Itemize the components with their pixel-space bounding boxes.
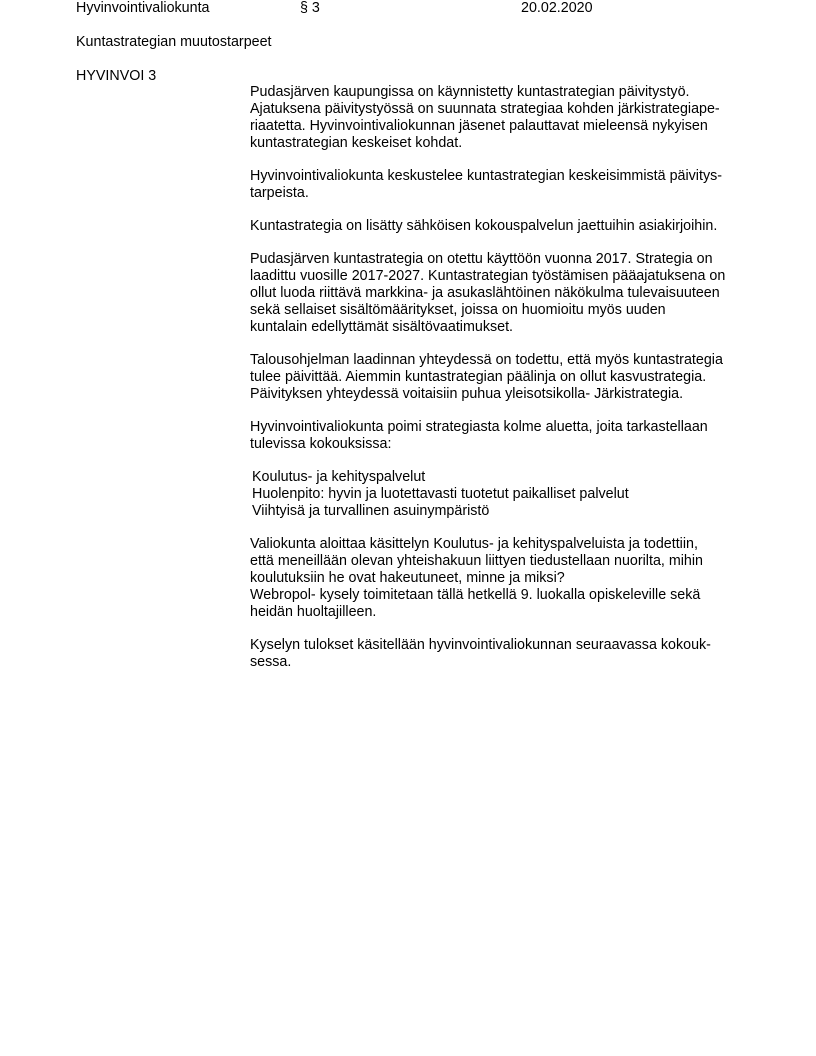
section-number: § 3: [300, 0, 320, 16]
item-body: [250, 84, 750, 687]
meeting-date: 20.02.2020: [521, 0, 593, 16]
committee-name: Hyvinvointivaliokunta: [76, 0, 210, 16]
paragraph: Kuntastrategia on lisätty sähköisen kokouspalvelun jaettuihin asiakirjoihin.: [250, 218, 718, 234]
list-item: Viihtyisä ja turvallinen asuinympäristö: [252, 503, 490, 519]
paragraph: Pudasjärven kaupungissa on käynnistetty kuntastrategian päivitystyö. Ajatuksena päivitystyössä on suunnata strategiaa kohden järkistrategiape- riaatetta. Hyvinvointivaliokunnan jäsenet palauttavat mieleensä nykyisen kuntastrategian keskeiset kohdat.: [250, 84, 720, 151]
focus-area-list: [250, 469, 750, 520]
item-title: Kuntastrategian muutostarpeet: [76, 34, 272, 50]
list-item: Koulutus- ja kehityspalvelut: [252, 469, 426, 485]
item-reference: HYVINVOI 3: [76, 68, 157, 84]
list-item: Huolenpito: hyvin ja luotettavasti tuotetut paikalliset palvelut: [252, 486, 629, 502]
paragraph: Talousohjelman laadinnan yhteydessä on todettu, että myös kuntastrategia tulee päivittää. Aiemmin kuntastrategian päälinja on ollut kasvustrategia. Päivityksen yhteydessä voitaisiin puhua yleisotsikolla- Järkistrategia.: [250, 352, 723, 402]
paragraph: Hyvinvointivaliokunta poimi strategiasta kolme aluetta, joita tarkastellaan tulevissa kokouksissa:: [250, 419, 708, 452]
paragraph: Pudasjärven kuntastrategia on otettu käyttöön vuonna 2017. Strategia on laadittu vuosille 2017-2027. Kuntastrategian työstämisen pääajatuksena on ollut luoda riittävä markkina- ja asukaslähtöinen näkökulma tulevaisuuteen sekä sellaiset sisältömääritykset, joissa on huomioitu myös uuden kuntalain edellyttämät sisältövaatimukset.: [250, 251, 726, 335]
paragraph: Kyselyn tulokset käsitellään hyvinvointivaliokunnan seuraavassa kokouk- sessa.: [250, 637, 711, 670]
paragraph: Valiokunta aloittaa käsittelyn Koulutus- ja kehityspalveluista ja todettiin, että meneillään olevan yhteishakuun liittyen tiedustellaan nuorilta, mihin koulutuksiin he ovat hakeutuneet, minne ja miksi? Webropol- kysely toimitetaan tällä hetkellä 9. luokalla opiskeleville sekä heidän huoltajilleen.: [250, 536, 704, 620]
paragraph: Hyvinvointivaliokunta keskustelee kuntastrategian keskeisimmistä päivitys- tarpeista.: [250, 168, 722, 201]
